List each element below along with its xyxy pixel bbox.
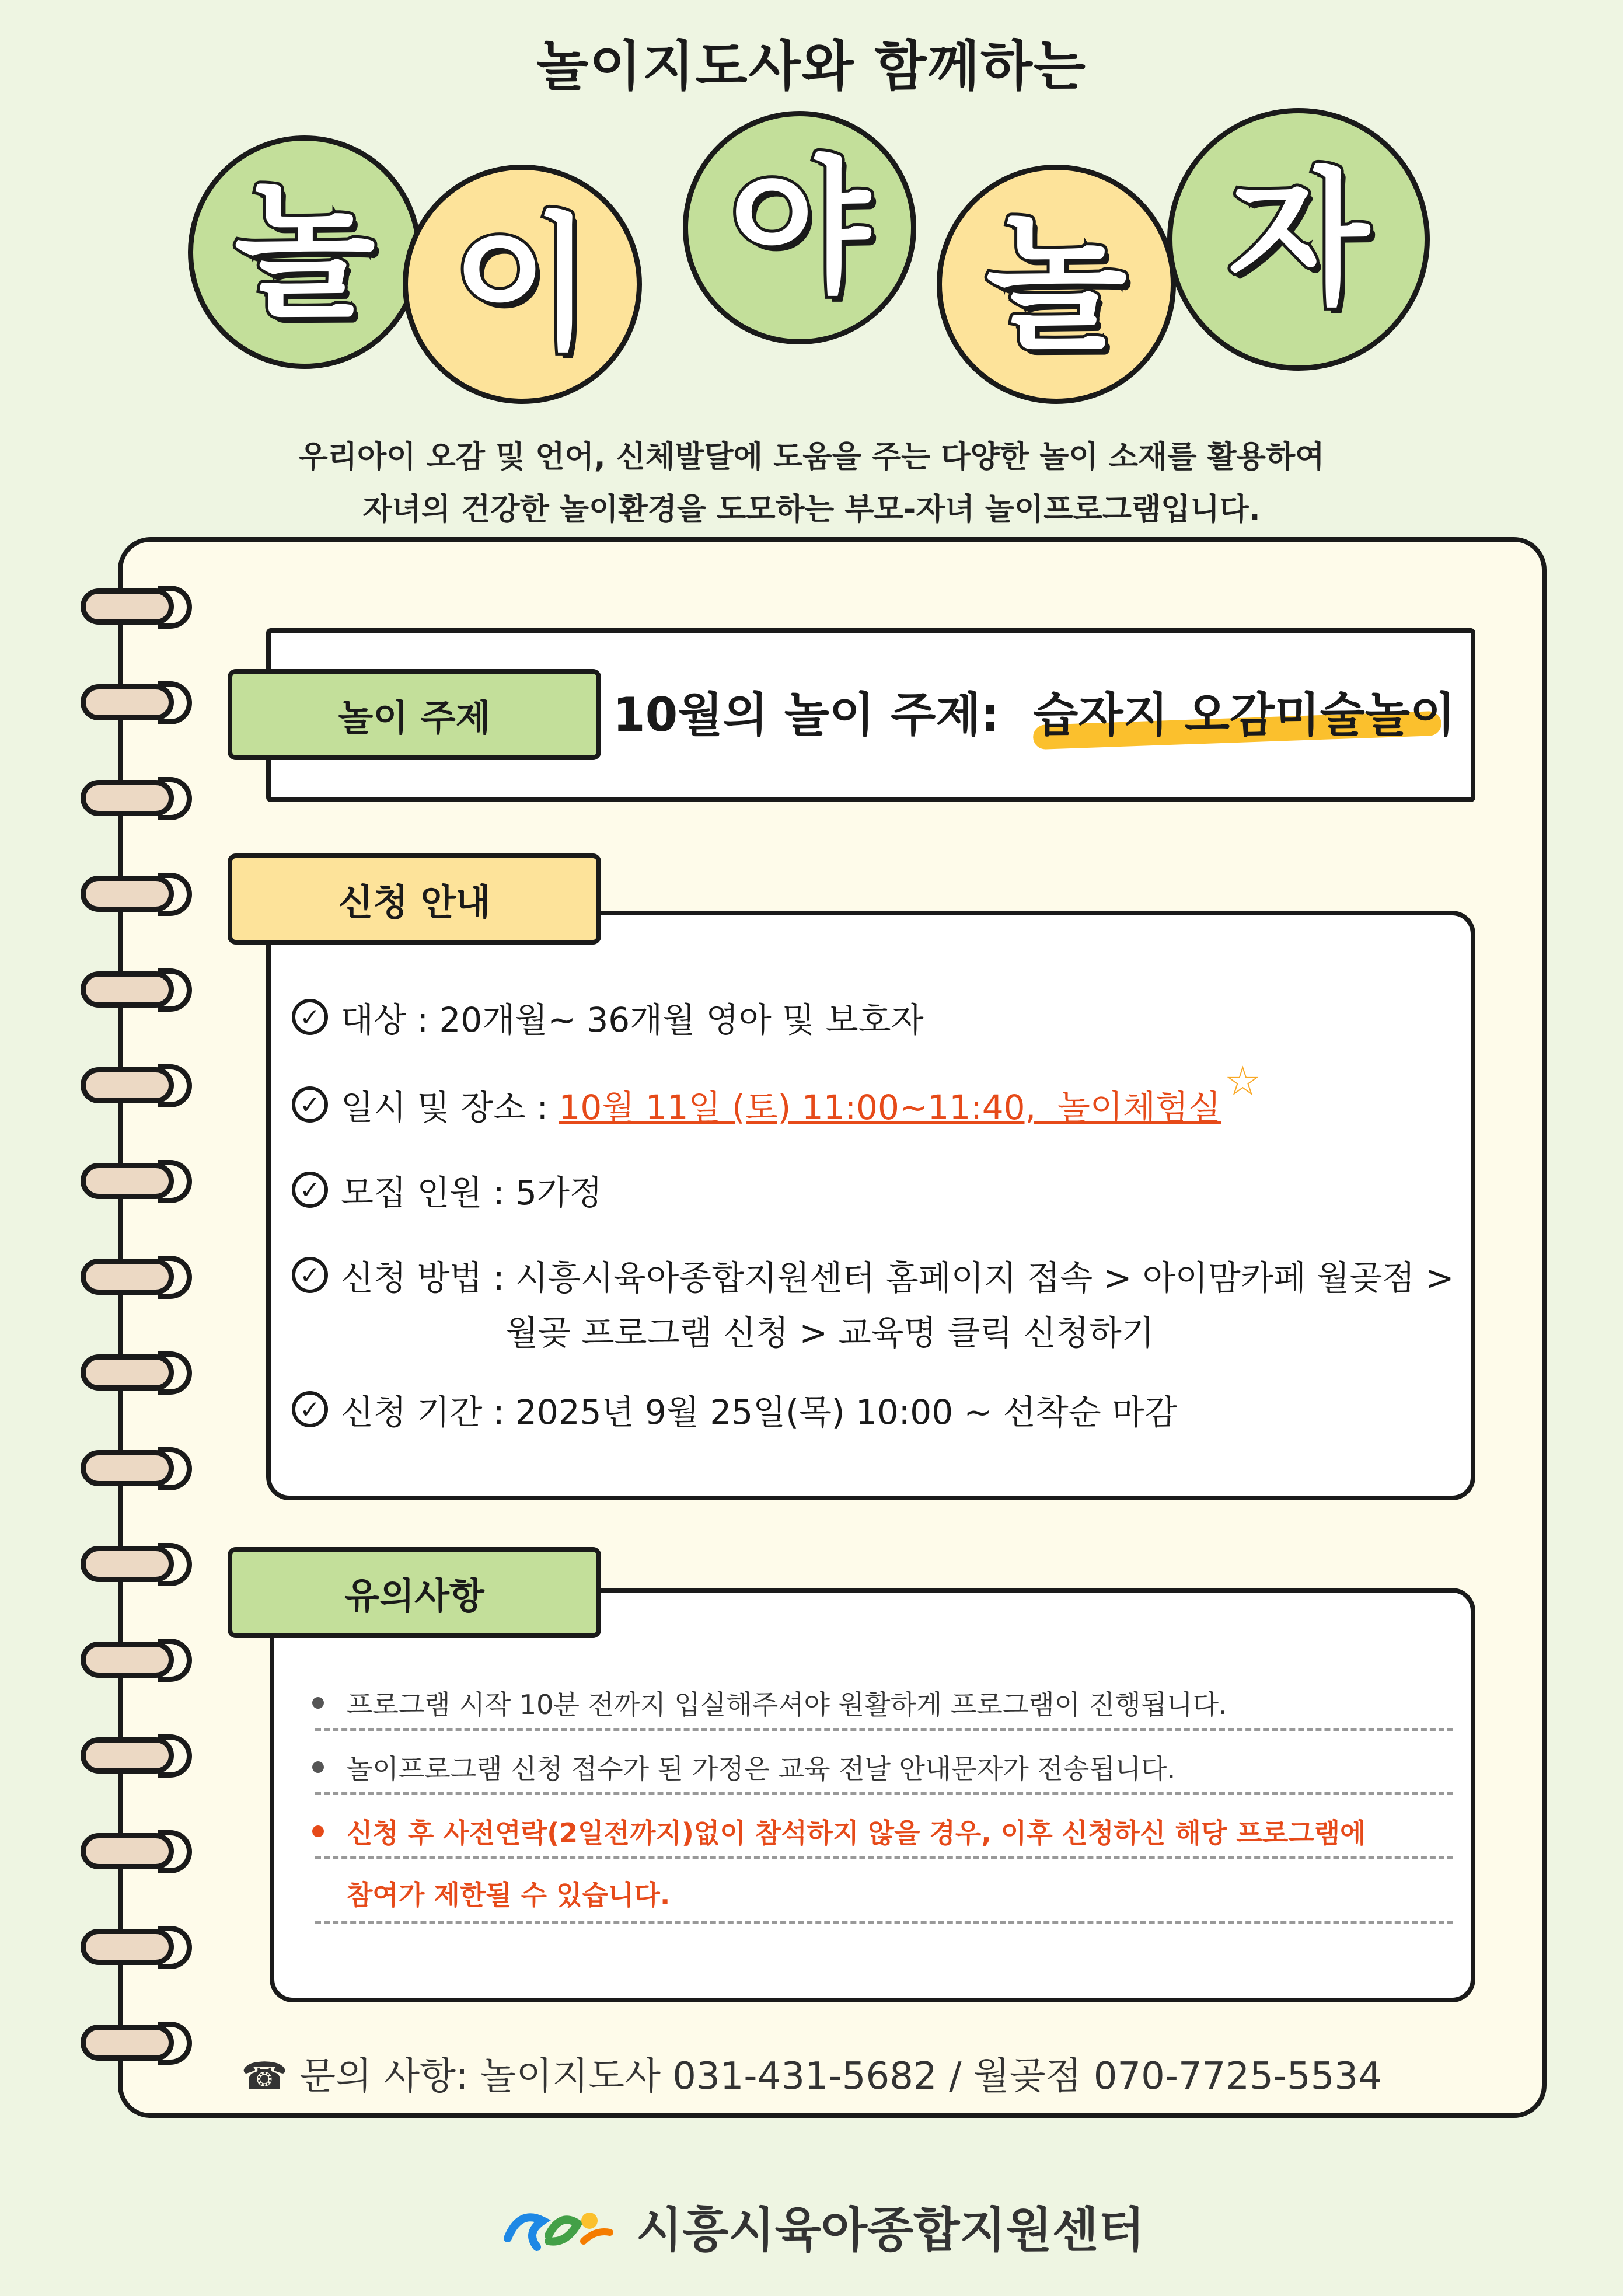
- notice-item-3: 신청 후 사전연락(2일전까지)없이 참석하지 않을 경우, 이후 신청하신 해당 프로그램에: [347, 1817, 1366, 1849]
- divider: [315, 1921, 1453, 1924]
- divider: [315, 1792, 1453, 1795]
- spiral-ring: [81, 1929, 174, 1965]
- spiral-ring: [81, 1833, 174, 1869]
- subtitle: 놀이지도사와 함께하는: [536, 35, 1087, 97]
- notice-item-3-cont: 참여가 제한될 수 있습니다.: [347, 1879, 671, 1911]
- description-line-2: 자녀의 건강한 놀이환경을 도모하는 부모-자녀 놀이프로그램입니다.: [362, 492, 1261, 527]
- bullet-icon: [312, 1761, 324, 1773]
- contact-info: ☎ 문의 사항: 놀이지도사 031-431-5682 / 월곶점 070-7725-5534: [241, 2055, 1382, 2098]
- notice-item-2: 놀이프로그램 신청 접수가 된 가정은 교육 전날 안내문자가 전송됩니다.: [347, 1753, 1176, 1785]
- datetime-value: 10월 11일 (토) 11:00~11:40, 놀이체험실: [559, 1088, 1221, 1127]
- application-tab: 신청 안내: [228, 853, 601, 945]
- spiral-ring: [81, 588, 174, 625]
- notice-tab: 유의사항: [228, 1547, 601, 1638]
- spiral-ring: [81, 1163, 174, 1199]
- info-row-capacity: ✓ 모집 인원 : 5가정: [292, 1165, 602, 1214]
- description-line-1: 우리아이 오감 및 언어, 신체발달에 도움을 주는 다양한 놀이 소재를 활용하여: [298, 440, 1325, 475]
- info-row-method-line2: 월곶 프로그램 신청 > 교육명 클릭 신청하기: [505, 1313, 1154, 1353]
- spiral-ring: [81, 780, 174, 816]
- spiral-ring: [81, 1067, 174, 1103]
- title-circle-2: 이: [403, 165, 642, 404]
- check-icon: ✓: [292, 1391, 328, 1427]
- title-circle-4: 놀: [937, 165, 1176, 404]
- spiral-ring: [81, 1259, 174, 1295]
- check-icon: ✓: [292, 999, 328, 1035]
- info-row-method: ✓ 신청 방법 : 시흥시육아종합지원센터 홈페이지 접속 > 아이맘카페 월곶점 >: [292, 1250, 1454, 1299]
- notice-item-1: 프로그램 시작 10분 전까지 입실해주셔야 원활하게 프로그램이 진행됩니다.: [347, 1689, 1227, 1720]
- spiral-ring: [81, 684, 174, 720]
- center-logo-icon: [502, 2197, 619, 2256]
- bullet-icon: [312, 1697, 324, 1709]
- footer: [502, 2192, 1144, 2260]
- check-icon: ✓: [292, 1172, 328, 1208]
- title-circle-5: 자: [1167, 108, 1430, 371]
- divider: [315, 1728, 1453, 1731]
- bullet-icon: [312, 1825, 324, 1837]
- info-row-period: ✓ 신청 기간 : 2025년 9월 25일(목) 10:00 ~ 선착순 마감: [292, 1385, 1177, 1434]
- spiral-ring: [81, 1546, 174, 1582]
- spiral-ring: [81, 876, 174, 912]
- check-icon: ✓: [292, 1086, 328, 1123]
- spiral-ring: [81, 1354, 174, 1391]
- spiral-ring: [81, 1450, 174, 1486]
- org-name: 시흥시육아종합지원센터: [636, 2203, 1145, 2258]
- title-circle-1: 놀: [188, 135, 421, 369]
- spiral-ring: [81, 1642, 174, 1678]
- info-row-target: ✓ 대상 : 20개월~ 36개월 영아 및 보호자: [292, 992, 924, 1041]
- title-circle-3: 야: [683, 111, 916, 344]
- check-icon: ✓: [292, 1257, 328, 1293]
- notice-box: [270, 1588, 1475, 2002]
- topic-value: 습자지 오감미술놀이: [1033, 688, 1456, 742]
- topic-heading: 10월의 놀이 주제:: [613, 688, 1000, 742]
- info-row-datetime: ✓ 일시 및 장소 : 10월 11일 (토) 11:00~11:40, 놀이체험실 ☆: [292, 1080, 1261, 1129]
- spiral-ring: [81, 971, 174, 1008]
- star-icon: ☆: [1224, 1057, 1261, 1105]
- spiral-ring: [81, 1737, 174, 1774]
- topic-tab: 놀이 주제: [228, 669, 601, 760]
- divider: [315, 1856, 1453, 1859]
